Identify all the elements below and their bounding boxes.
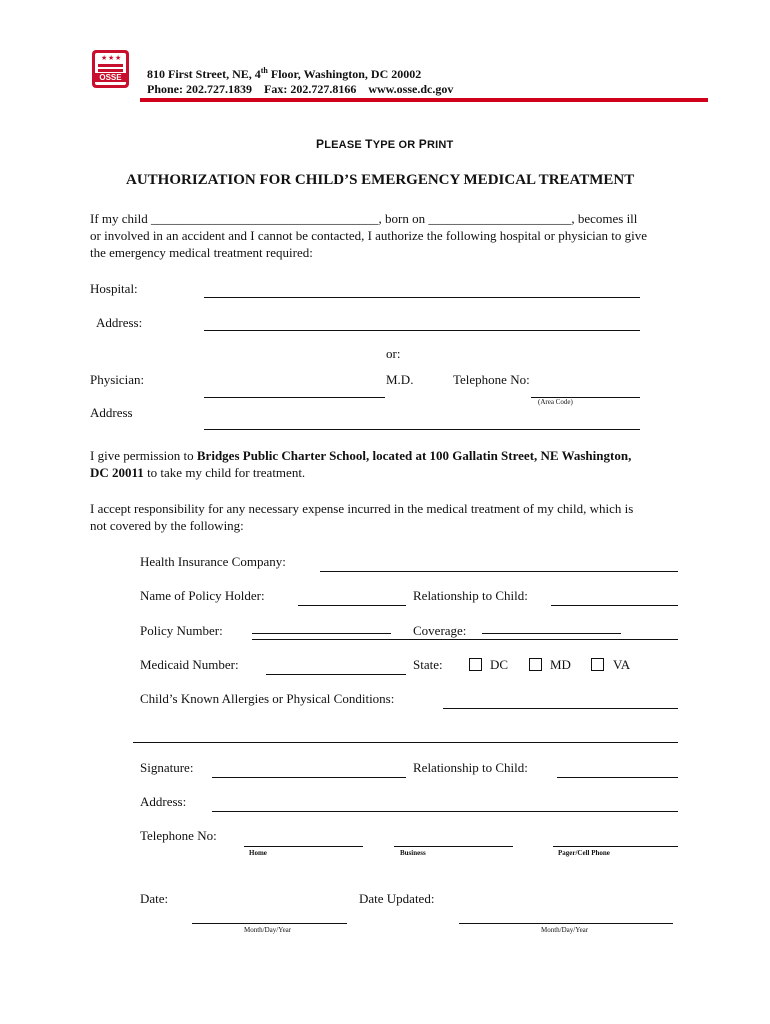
coverage-label: Coverage: [413,623,467,638]
home-caption: Home [249,849,267,857]
instr-cap: P [418,137,427,151]
header-contact: Phone: 202.727.1839 Fax: 202.727.8166 www.osse.dc.gov [147,82,454,96]
state-va-label: VA [613,657,631,672]
intro-paragraph [90,210,690,261]
area-code-caption: (Area Code) [538,398,573,406]
responsibility-line-1: I accept responsibility for any necessary expense incurred in the medical treatment of my child, which is [90,501,634,516]
date-updated-label: Date Updated: [359,891,435,906]
logo-bar [98,64,123,67]
physician-address-field[interactable] [204,429,640,430]
hospital-label: Hospital: [90,281,138,296]
logo-text: OSSE [92,73,129,82]
md-label: M.D. [386,372,414,387]
relationship-label: Relationship to Child: [413,588,528,603]
instr-cap: T [365,137,373,151]
form-title: AUTHORIZATION FOR CHILD’S EMERGENCY MEDICAL TREATMENT [126,172,635,188]
allergies-field[interactable] [443,708,678,709]
physician-label: Physician: [90,372,145,387]
osse-logo [92,50,129,88]
date-field[interactable] [192,923,347,924]
date-label: Date: [140,891,169,906]
header-address-main: 810 First Street, NE, 4 [147,67,261,81]
logo-star-icon: ★ [115,54,122,62]
hospital-address-label: Address: [96,315,143,330]
signature-label: Signature: [140,760,194,775]
instr-text: YPE OR [372,139,419,151]
state-label: State: [413,657,443,672]
physician-telephone-label: Telephone No: [453,372,530,387]
signature-relationship-label: Relationship to Child: [413,760,528,775]
physician-field[interactable] [204,397,385,398]
policy-number-field[interactable] [252,633,391,634]
intro-line-1: If my child ___________________________________, born on ______________________, becomes ill [90,211,638,226]
state-dc-checkbox[interactable] [469,658,482,671]
date-updated-caption: Month/Day/Year [541,926,589,934]
permission-suffix: to take my child for treatment. [143,465,306,480]
permission-paragraph [90,447,690,481]
signature-field[interactable] [212,777,406,778]
state-md-label: MD [550,657,571,672]
policy-holder-label: Name of Policy Holder: [140,588,265,603]
signer-address-field[interactable] [212,811,678,812]
or-label: or: [386,346,401,361]
medicaid-label: Medicaid Number: [140,657,239,672]
permission-prefix: I give permission to [90,448,197,463]
header-address-sup: th [260,66,268,75]
logo-bar [98,69,123,72]
header-address [147,66,421,82]
home-phone-field[interactable] [244,846,363,847]
health-insurance-field[interactable] [320,571,678,572]
school-zip: DC 20011 [90,465,144,480]
physician-address-label: Address [90,405,133,420]
business-caption: Business [400,849,426,857]
business-phone-field[interactable] [394,846,513,847]
instr-text: LEASE [324,139,366,151]
instr-cap: P [316,137,325,151]
logo-star-icon: ★ [101,54,108,62]
intro-line-2: or involved in an accident and I cannot be contacted, I authorize the following hospital or physician to give [90,228,648,243]
instr-text: RINT [426,139,454,151]
policy-holder-field[interactable] [298,605,406,606]
pager-phone-field[interactable] [553,846,678,847]
responsibility-paragraph [90,500,690,534]
logo-star-icon: ★ [108,54,115,62]
state-md-checkbox[interactable] [529,658,542,671]
relationship-field[interactable] [551,605,678,606]
coverage-field[interactable] [482,633,621,634]
allergies-label: Child’s Known Allergies or Physical Conditions: [140,691,395,706]
school-name: Bridges Public Charter School, located at 100 Gallatin Street, NE Washington, [196,448,632,463]
hospital-address-field[interactable] [204,330,640,331]
hospital-field[interactable] [204,297,640,298]
header-address-rest: Floor, Washington, DC 20002 [267,67,422,81]
please-type-or-print [316,137,453,151]
date-updated-field[interactable] [459,923,673,924]
signature-relationship-field[interactable] [557,777,678,778]
signer-telephone-label: Telephone No: [140,828,217,843]
allergies-field-2[interactable] [133,742,678,743]
signer-address-label: Address: [140,794,187,809]
state-dc-label: DC [490,657,509,672]
health-insurance-label: Health Insurance Company: [140,554,286,569]
intro-line-3: the emergency medical treatment required: [90,245,313,260]
pager-caption: Pager/Cell Phone [558,849,610,857]
date-caption: Month/Day/Year [244,926,292,934]
medicaid-field[interactable] [266,674,406,675]
policy-row-rule [252,639,678,640]
header-rule [140,98,708,102]
policy-number-label: Policy Number: [140,623,223,638]
responsibility-line-2: not covered by the following: [90,518,244,533]
state-va-checkbox[interactable] [591,658,604,671]
